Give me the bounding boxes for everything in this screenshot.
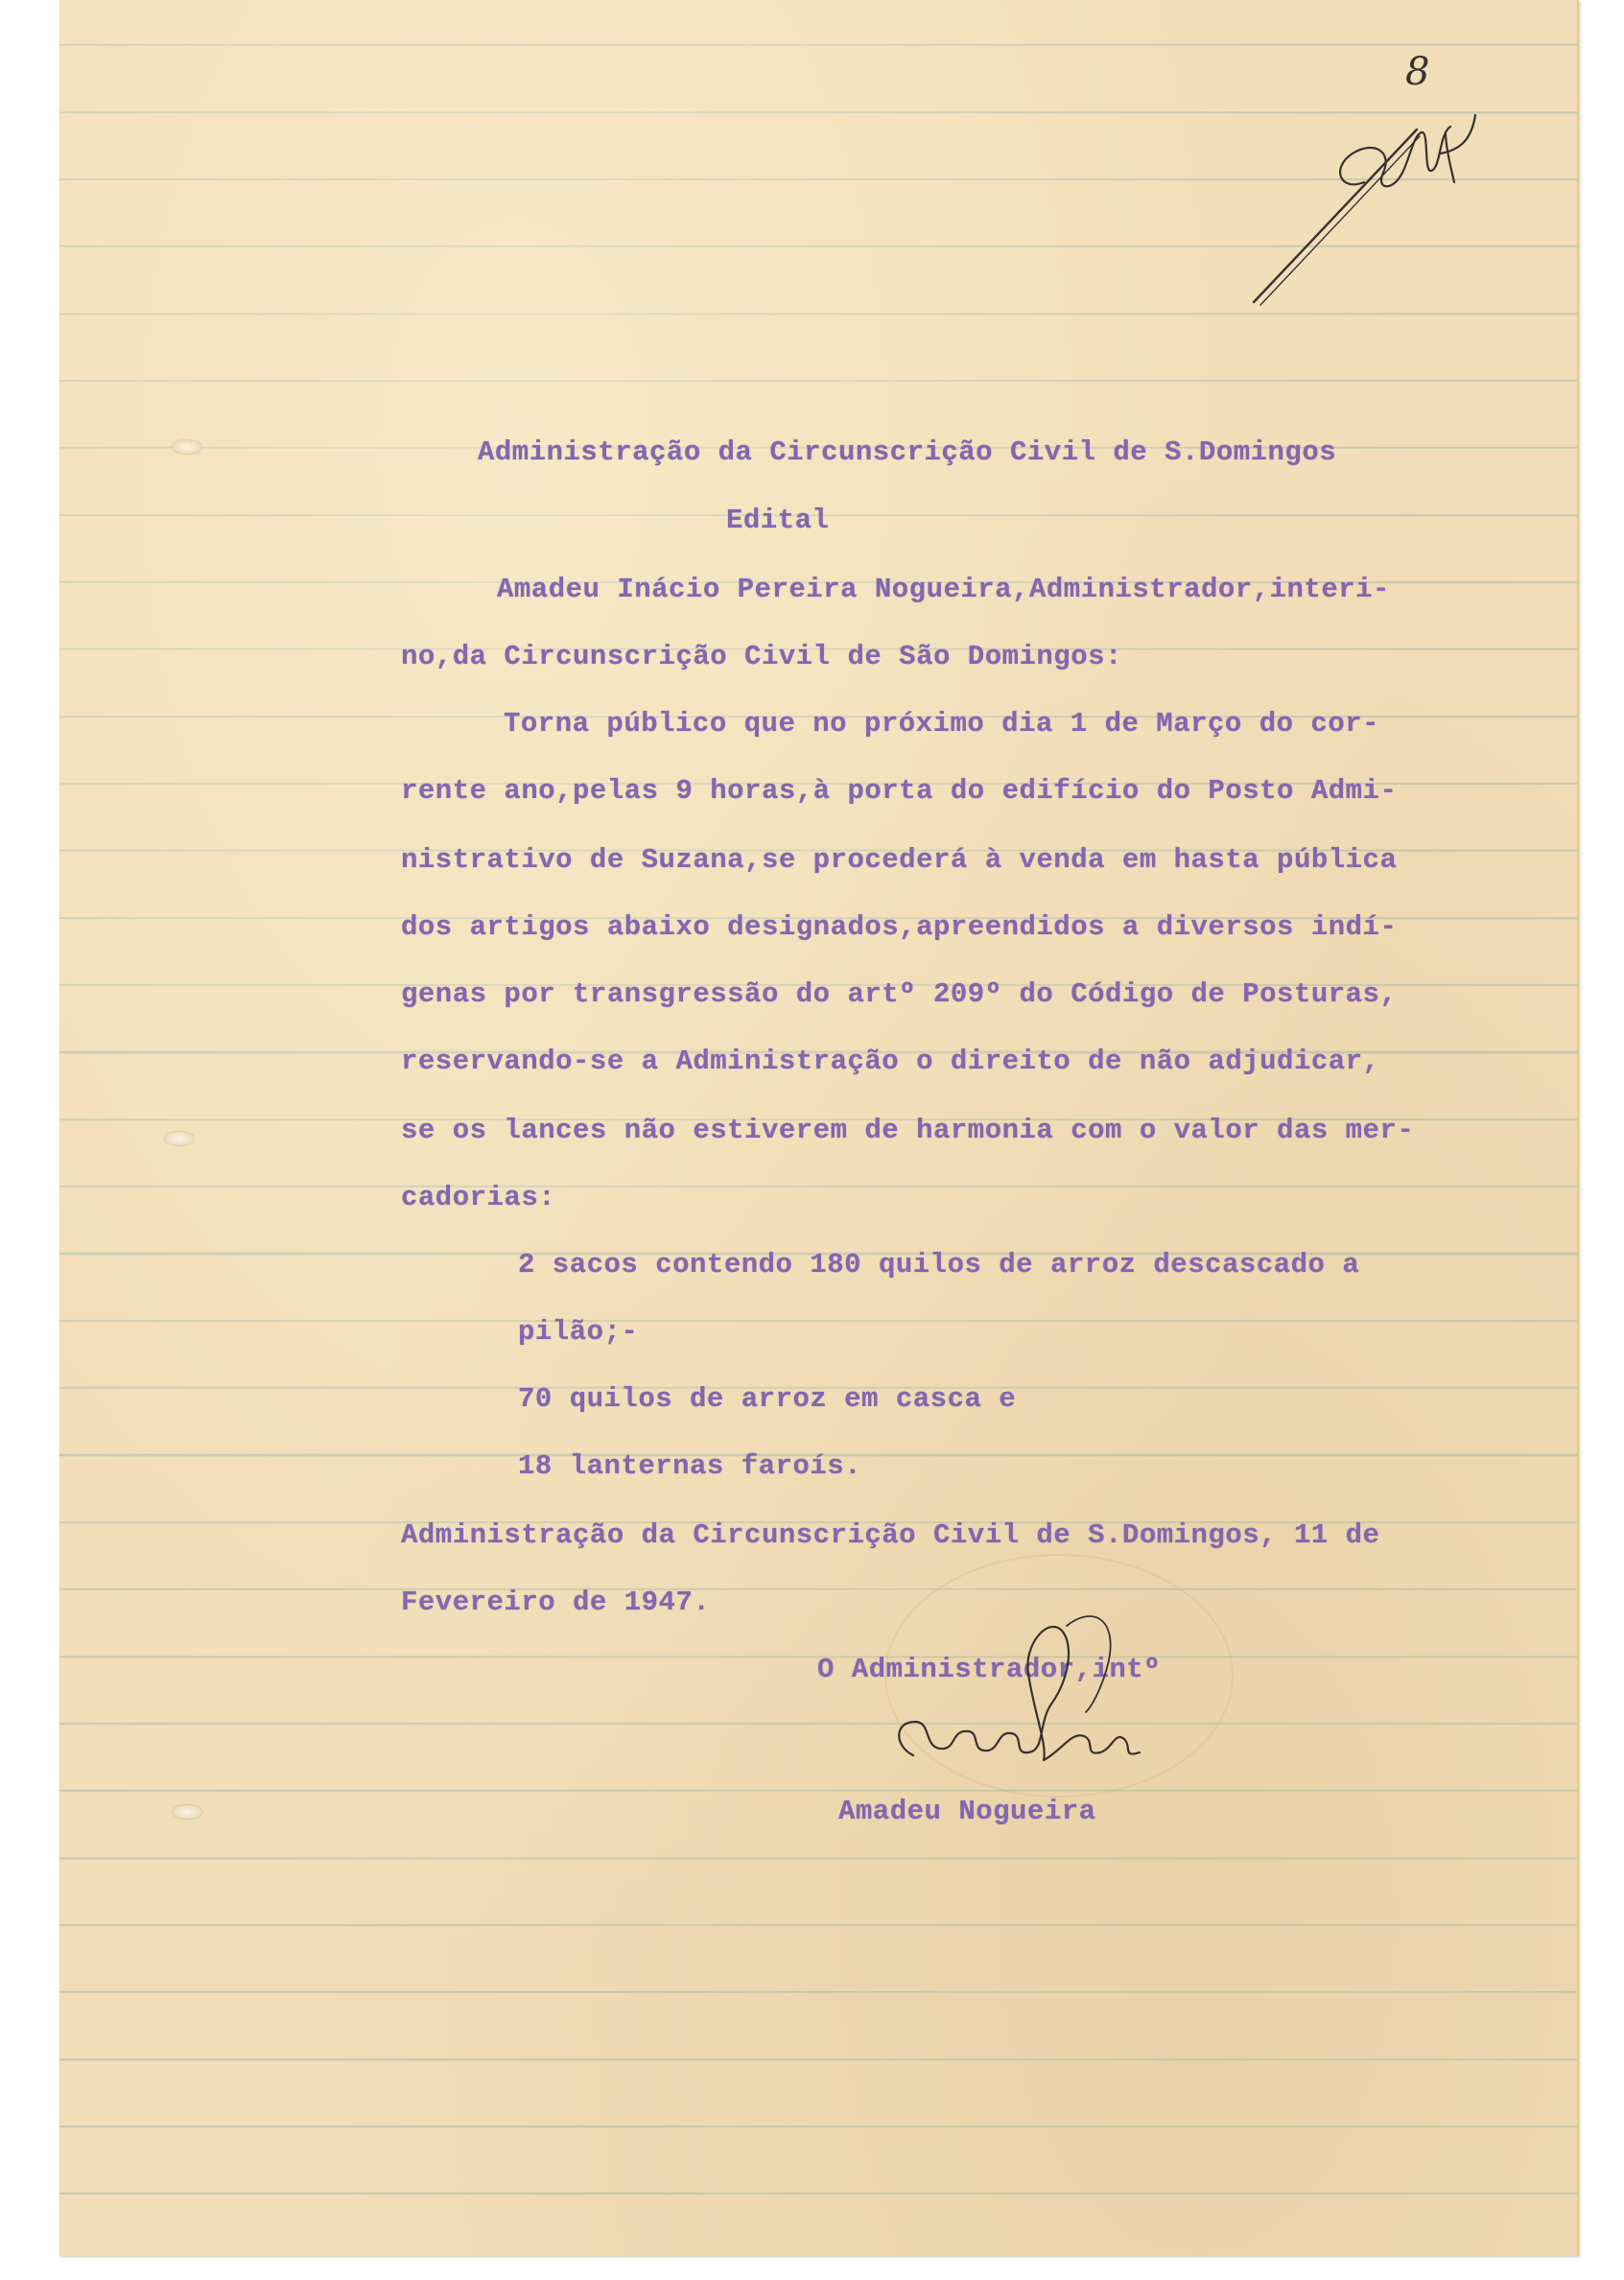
initials-mark — [1249, 77, 1565, 317]
item-line: 2 sacos contendo 180 quilos de arroz descascado a — [518, 1249, 1360, 1281]
item-line: 18 lanternas faroís. — [518, 1450, 862, 1482]
punch-hole-bottom — [173, 1805, 201, 1819]
body-line: reservando-se a Administração o direito de não adjudicar, — [401, 1046, 1380, 1077]
page-number: 8 — [1405, 50, 1430, 94]
handwritten-signature — [856, 1587, 1172, 1794]
body-line: rente ano,pelas 9 horas,à porta do edifício do Posto Admi- — [401, 775, 1398, 807]
punch-hole-top — [173, 440, 201, 454]
item-line: 70 quilos de arroz em casca e — [518, 1383, 1017, 1415]
header-title: Administração da Circunscrição Civil de S.Domingos — [478, 436, 1337, 468]
signatory-title: O Administrador,intº — [817, 1654, 1162, 1685]
item-line: pilão;- — [518, 1316, 639, 1348]
body-line: se os lances não estiverem de harmonia com o valor das mer- — [401, 1115, 1415, 1146]
intro-line: no,da Circunscrição Civil de São Domingos: — [401, 641, 1122, 672]
paper-sheet — [59, 0, 1579, 2256]
signatory-name: Amadeu Nogueira — [838, 1796, 1096, 1827]
body-line: nistrativo de Suzana,se procederá à venda em hasta pública — [401, 844, 1398, 876]
punch-hole-middle — [165, 1132, 194, 1145]
body-line: Torna público que no próximo dia 1 de Março do cor- — [504, 708, 1380, 740]
closing-line: Administração da Circunscrição Civil de S.Domingos, 11 de — [401, 1519, 1380, 1551]
body-line: cadorias: — [401, 1182, 556, 1213]
closing-line: Fevereiro de 1947. — [401, 1587, 711, 1618]
intro-line: Amadeu Inácio Pereira Nogueira,Administrador,interi- — [497, 574, 1390, 605]
body-line: dos artigos abaixo designados,apreendidos a diversos indí- — [401, 911, 1398, 943]
document-type-title: Edital — [726, 505, 830, 536]
body-line: genas por transgressão do artº 209º do Código de Posturas, — [401, 978, 1398, 1010]
